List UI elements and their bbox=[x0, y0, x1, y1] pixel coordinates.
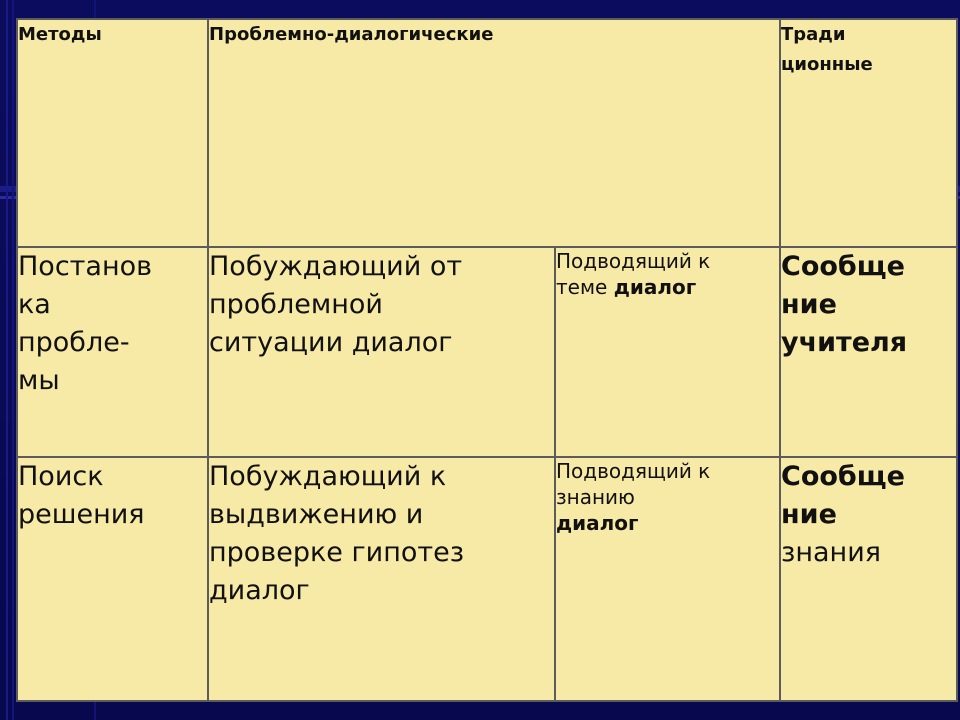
header-cell-problem-dialogic bbox=[208, 19, 780, 247]
traditional-text-line: ние bbox=[781, 289, 837, 320]
header-cell-traditional bbox=[780, 19, 957, 247]
header-row bbox=[17, 19, 957, 247]
header-traditional-label-line1: Тради bbox=[781, 24, 846, 45]
traditional-text-line: Сообще bbox=[781, 461, 905, 492]
stage-text-line: решения bbox=[18, 499, 145, 530]
background-vertical-line bbox=[12, 0, 14, 720]
traditional-method-cell bbox=[780, 457, 957, 701]
traditional-method-cell bbox=[780, 247, 957, 457]
header-traditional-label-line2: ционные bbox=[781, 54, 873, 75]
inducing-dialog-cell bbox=[208, 457, 555, 701]
methods-table bbox=[16, 18, 958, 702]
header-cell-methods bbox=[17, 19, 208, 247]
stage-text-line: ка bbox=[18, 289, 51, 320]
inducing-text-line: Побуждающий к bbox=[209, 461, 447, 492]
background-vertical-line bbox=[6, 0, 8, 720]
inducing-text-line: выдвижению и bbox=[209, 499, 424, 530]
inducing-dialog-cell bbox=[208, 247, 555, 457]
inducing-text-line: проверке гипотез bbox=[209, 537, 465, 568]
leading-text-line bbox=[556, 274, 779, 300]
table-row-problem-statement bbox=[17, 247, 957, 457]
stage-text-line: Поиск bbox=[18, 461, 104, 492]
leading-text-line: знанию bbox=[556, 485, 635, 509]
stage-text-line: Постанов bbox=[18, 251, 153, 282]
header-methods-label: Методы bbox=[18, 24, 102, 45]
inducing-text-line: проблемной bbox=[209, 289, 383, 320]
traditional-text-line: Сообще bbox=[781, 251, 905, 282]
traditional-text-line: ние bbox=[781, 499, 837, 530]
table-row-solution-search bbox=[17, 457, 957, 701]
stage-cell bbox=[17, 457, 208, 701]
leading-text-line: Подводящий к bbox=[556, 459, 711, 483]
leading-text-line: Подводящий к bbox=[556, 249, 711, 273]
leading-dialog-cell bbox=[555, 247, 780, 457]
inducing-text-line: Побуждающий от bbox=[209, 251, 463, 282]
traditional-text-line: учителя bbox=[781, 327, 908, 358]
stage-cell bbox=[17, 247, 208, 457]
stage-text-line: пробле- bbox=[18, 327, 130, 358]
leading-text-bold: диалог bbox=[556, 511, 639, 535]
header-problem-dialogic-label: Проблемно-диалогические bbox=[209, 24, 494, 45]
stage-text-line: мы bbox=[18, 365, 60, 396]
traditional-text-line: знания bbox=[781, 537, 881, 568]
leading-dialog-cell bbox=[555, 457, 780, 701]
inducing-text-line: диалог bbox=[209, 575, 310, 606]
leading-text-plain: теме bbox=[556, 275, 614, 299]
inducing-text-line: ситуации диалог bbox=[209, 327, 453, 358]
leading-text-bold: диалог bbox=[613, 275, 697, 299]
